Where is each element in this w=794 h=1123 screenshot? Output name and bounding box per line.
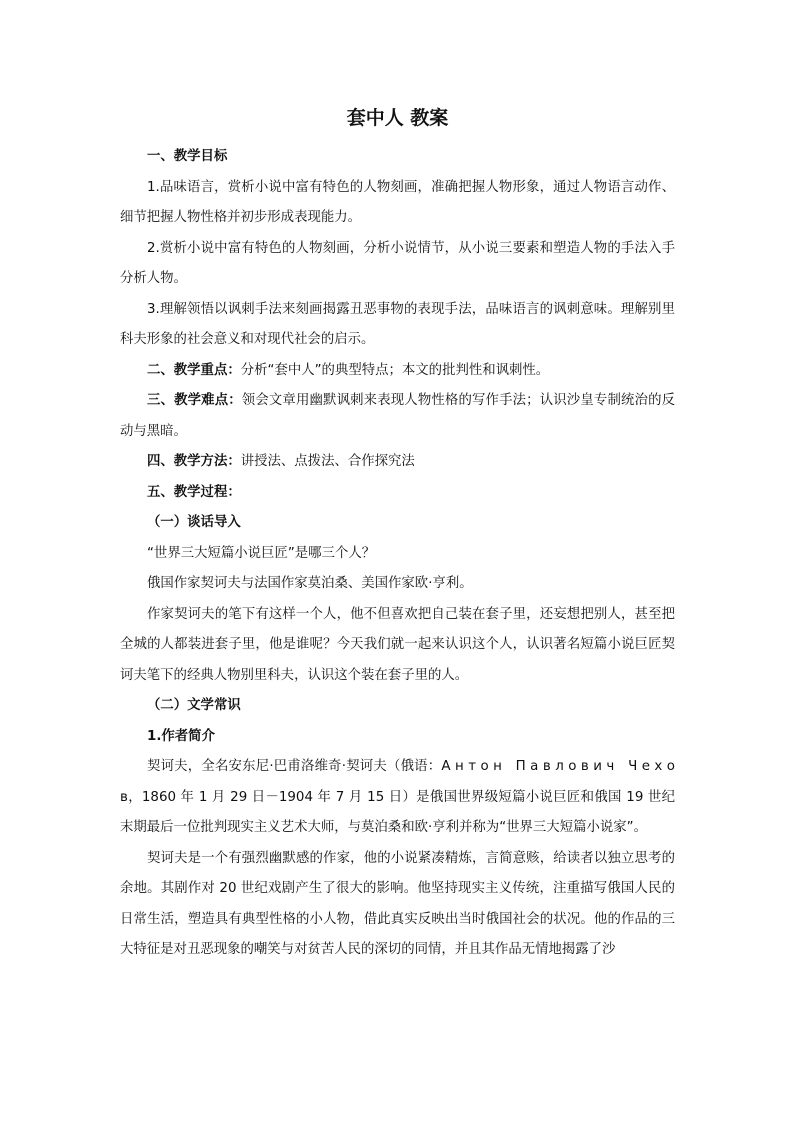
- key-points-paragraph: [120, 356, 675, 387]
- difficulty-label: 三、教学难点：: [147, 393, 242, 408]
- difficulty-paragraph: [120, 386, 675, 447]
- document-page: [120, 98, 680, 966]
- method-label: 四、教学方法：: [147, 454, 241, 469]
- key-points-text: 分析“套中人”的典型特点；本文的批判性和讽刺性。: [240, 362, 550, 378]
- document-title: 套中人 教案: [346, 107, 449, 129]
- process-heading: 五、教学过程：: [147, 484, 241, 500]
- literature-heading: （二）文学常识: [147, 698, 241, 713]
- author-paragraph-1: 契诃夫，全名安东尼·巴甫洛维奇·契诃夫（俄语：А н т о н П а в л о в и ч Ч е х о в，1860 年 1 月 29 日－1904 年 7 月 15 日）是俄国世界级短篇小说巨匠和俄国 19 世纪末期最后一位批判现实主义艺术大师，与莫泊桑和欧·亨利并称为“世界三大短篇小说家”。: [120, 759, 680, 835]
- author-heading: 1.作者简介: [147, 728, 215, 744]
- difficulty-text: 领会文章用幽默讽刺来表现人物性格的写作手法；认识沙皇专制统治的反动与黑暗。: [120, 393, 675, 439]
- intro-paragraph: 作家契诃夫的笔下有这样一个人，他不但喜欢把自己装在套子里，还妄想把别人，甚至把全城的人都装进套子里，他是谁呢？今天我们就一起来认识这个人，认识著名短篇小说巨匠契诃夫笔下的经典人物别里科夫，认识这个装在套子里的人。: [120, 606, 675, 683]
- intro-answer: 俄国作家契诃夫与法国作家莫泊桑、美国作家欧·亨利。: [147, 576, 473, 591]
- intro-question: “世界三大短篇小说巨匠”是哪三个人？: [147, 545, 376, 561]
- section-heading-goals: 一、教学目标: [147, 149, 228, 164]
- goal-item-2: 2.赏析小说中富有特色的人物刻画，分析小说情节，从小说三要素和塑造人物的手法入手分析人物。: [120, 240, 675, 286]
- key-points-label: 二、教学重点：: [147, 362, 241, 378]
- goal-item-1: 1.品味语言，赏析小说中富有特色的人物刻画，准确把握人物形象，通过人物语言动作、细节把握人物性格并初步形成表现能力。: [120, 179, 675, 225]
- method-paragraph: [120, 447, 675, 478]
- goal-item-3: 3.理解领悟以讽刺手法来刻画揭露丑恶事物的表现手法，品味语言的讽刺意味。理解别里科夫形象的社会意义和对现代社会的启示。: [120, 301, 675, 347]
- method-text: 讲授法、点拨法、合作探究法: [240, 454, 415, 469]
- author-paragraph-2: 契诃夫是一个有强烈幽默感的作家，他的小说紧凑精炼，言简意赅，给读者以独立思考的余地。其剧作对 20 世纪戏剧产生了很大的影响。他坚持现实主义传统，注重描写俄国人民的日常生活，塑造具有典型性格的小人物，借此真实反映出当时俄国社会的状况。他的作品的三大特征是对丑恶现象的嘲笑与对贫苦人民的深切的同情，并且其作品无情地揭露了沙: [120, 850, 675, 957]
- intro-heading: （一）谈话导入: [147, 515, 241, 530]
